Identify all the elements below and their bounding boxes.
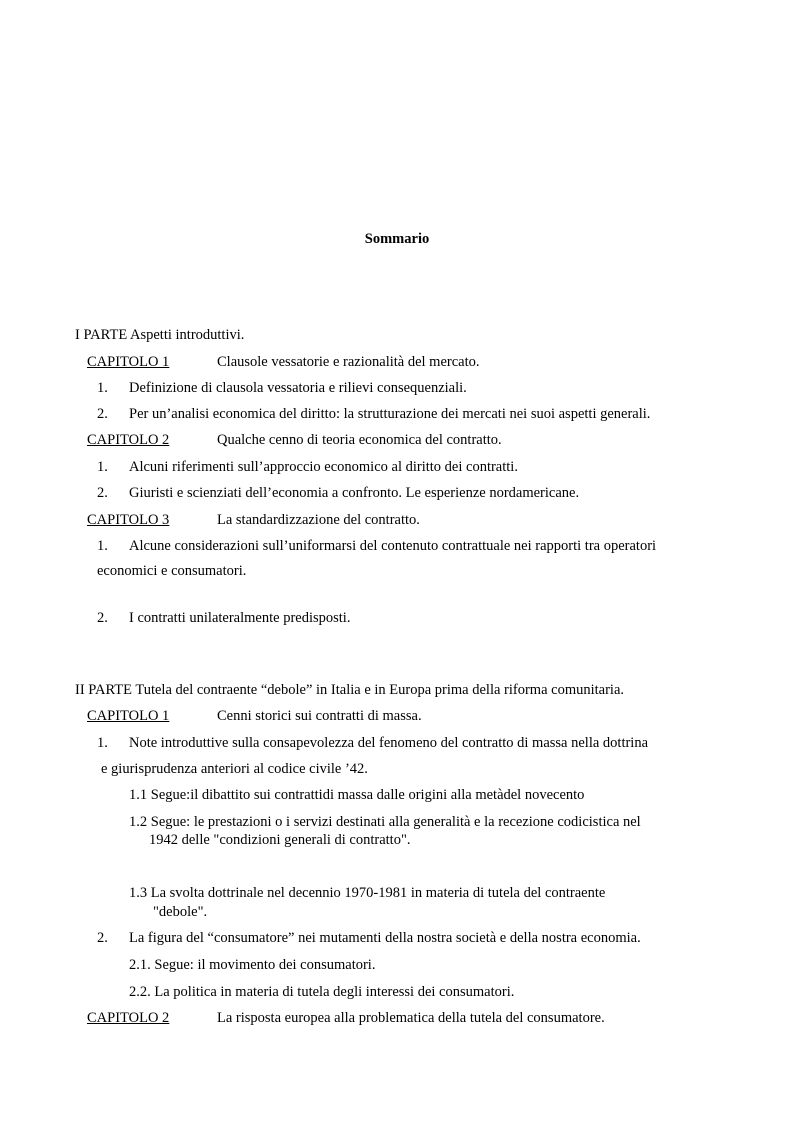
subitem-text-continuation: 1942 delle "condizioni generali di contratto". <box>149 832 411 848</box>
item-text-continuation: economici e consumatori. <box>97 563 247 579</box>
subitem-text: 1.3 La svolta dottrinale nel decennio 1970-1981 in materia di tutela del contraente <box>129 885 606 901</box>
subitem-text: 1.2 Segue: le prestazioni o i servizi destinati alla generalità e la recezione codicistica nel <box>129 814 641 830</box>
item-text: Giuristi e scienziati dell’economia a confronto. Le esperienze nordamericane. <box>129 485 580 501</box>
item-text-continuation: e giurisprudenza anteriori al codice civile ’42. <box>101 761 368 777</box>
item-number: 1. <box>97 538 108 554</box>
item-number: 1. <box>97 735 108 751</box>
chapter-title: Qualche cenno di teoria economica del contratto. <box>217 432 502 448</box>
item-number: 1. <box>97 459 108 475</box>
subitem-text-continuation: "debole". <box>153 904 208 920</box>
subitem-text: 2.1. Segue: il movimento dei consumatori. <box>129 957 376 973</box>
subitem-text: 1.1 Segue:il dibattito sui contrattidi massa dalle origini alla metàdel novecento <box>129 787 585 803</box>
chapter-title: Cenni storici sui contratti di massa. <box>217 708 422 724</box>
chapter-label: CAPITOLO 2 <box>87 432 170 448</box>
part-heading: II PARTE Tutela del contraente “debole” in Italia e in Europa prima della riforma comunitaria. <box>75 682 625 698</box>
item-number: 2. <box>97 930 108 946</box>
chapter-title: La standardizzazione del contratto. <box>217 512 420 528</box>
page-title: Sommario <box>364 231 430 247</box>
item-text: La figura del “consumatore” nei mutamenti della nostra società e della nostra economia. <box>129 930 641 946</box>
item-text: I contratti unilateralmente predisposti. <box>129 610 351 626</box>
chapter-label: CAPITOLO 1 <box>87 354 170 370</box>
chapter-title: Clausole vessatorie e razionalità del mercato. <box>217 354 480 370</box>
item-text: Per un’analisi economica del diritto: la strutturazione dei mercati nei suoi aspetti generali. <box>129 406 651 422</box>
item-text: Alcuni riferimenti sull’approccio economico al diritto dei contratti. <box>129 459 518 475</box>
item-number: 2. <box>97 406 108 422</box>
item-text: Note introduttive sulla consapevolezza del fenomeno del contratto di massa nella dottrina <box>129 735 649 751</box>
item-text: Definizione di clausola vessatoria e rilievi consequenziali. <box>129 380 467 396</box>
chapter-title: La risposta europea alla problematica della tutela del consumatore. <box>217 1010 605 1026</box>
item-text: Alcune considerazioni sull’uniformarsi del contenuto contrattuale nei rapporti tra operatori <box>129 538 657 554</box>
subitem-text: 2.2. La politica in materia di tutela degli interessi dei consumatori. <box>129 984 515 1000</box>
chapter-label: CAPITOLO 1 <box>87 708 170 724</box>
part-heading: I PARTE Aspetti introduttivi. <box>75 327 245 343</box>
item-number: 2. <box>97 610 108 626</box>
chapter-label: CAPITOLO 3 <box>87 512 170 528</box>
item-number: 2. <box>97 485 108 501</box>
chapter-label: CAPITOLO 2 <box>87 1010 170 1026</box>
item-number: 1. <box>97 380 108 396</box>
